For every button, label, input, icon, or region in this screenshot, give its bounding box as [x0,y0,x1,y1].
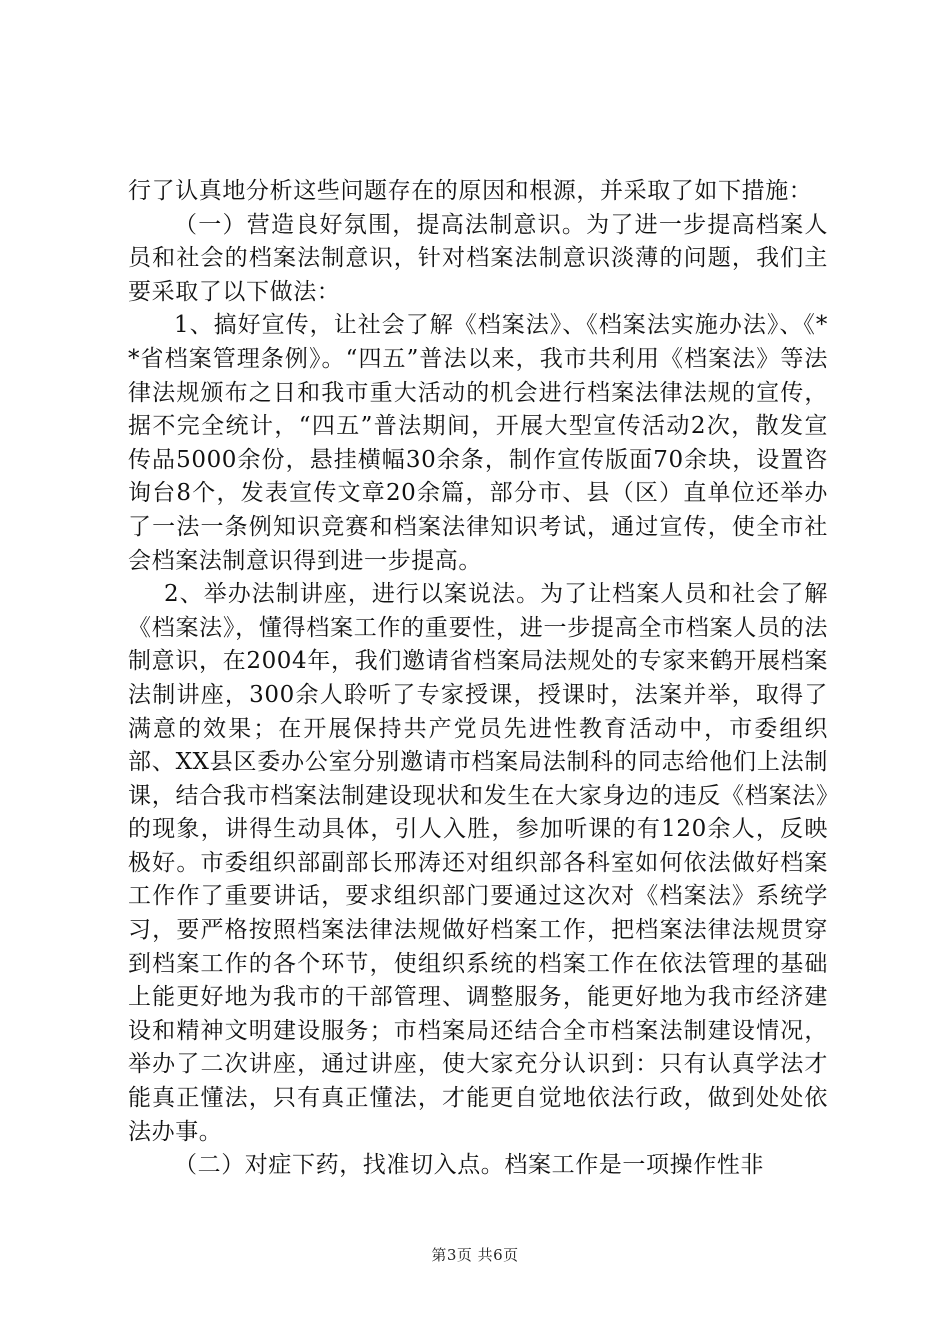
paragraph-item-lectures: 2、举办法制讲座，进行以案说法。为了让档案人员和社会了解《档案法》，懂得档案工作的重要性，进一步提高全市档案人员的法制意识，在2004年，我们邀请省档案局法规处的专家来鹤开展档案法制讲座，300余人聆听了专家授课，授课时，法案并举，取得了满意的效果；在开展保持共产党员先进性教育活动中，市委组织部、XX县区委办公室分别邀请市档案局法制科的同志给他们上法制课，结合我市档案法制建设现状和发生在大家身边的违反《档案法》的现象，讲得生动具体，引人入胜，参加听课的有120余人，反映极好。市委组织部副部长邢涛还对组织部各科室如何依法做好档案工作作了重要讲话，要求组织部门要通过这次对《档案法》系统学习，要严格按照档案法律法规做好档案工作，把档案法律法规贯穿到档案工作的各个环节，使组织系统的档案工作在依法管理的基础上能更好地为我市的干部管理、调整服务，能更好地为我市经济建设和精神文明建设服务；市档案局还结合全市档案法制建设情况，举办了二次讲座，通过讲座，使大家充分认识到：只有认真学法才能真正懂法，只有真正懂法，才能更自觉地依法行政，做到处处依法办事。 [128,581,828,1145]
paragraph-item-publicity: 1、搞好宣传，让社会了解《档案法》、《档案法实施办法》、《**省档案管理条例》。“四五”普法以来，我市共利用《档案法》等法律法规颁布之日和我市重大活动的机会进行档案法律法规的宣传，据不完全统计，“四五”普法期间，开展大型宣传活动2次，散发宣传品5000余份，悬挂横幅30余条，制作宣传版面70余块，设置咨询台8个，发表宣传文章20余篇，部分市、县（区）直单位还举办了一法一条例知识竞赛和档案法律知识考试，通过宣传，使全市社会档案法制意识得到进一步提高。 [128,312,828,574]
paragraph-section-one-heading: （一）营造良好氛围，提高法制意识。为了进一步提高档案人员和社会的档案法制意识，针对档案法制意识淡薄的问题，我们主要采取了以下做法： [128,211,828,305]
paragraph-section-two-heading: （二）对症下药，找准切入点。档案工作是一项操作性非 [174,1152,764,1179]
paragraph-continuation: 行了认真地分析这些问题存在的原因和根源，并采取了如下措施： [128,178,813,204]
page-number-footer: 第3页 共6页 [431,1246,519,1264]
document-body [128,175,828,1183]
